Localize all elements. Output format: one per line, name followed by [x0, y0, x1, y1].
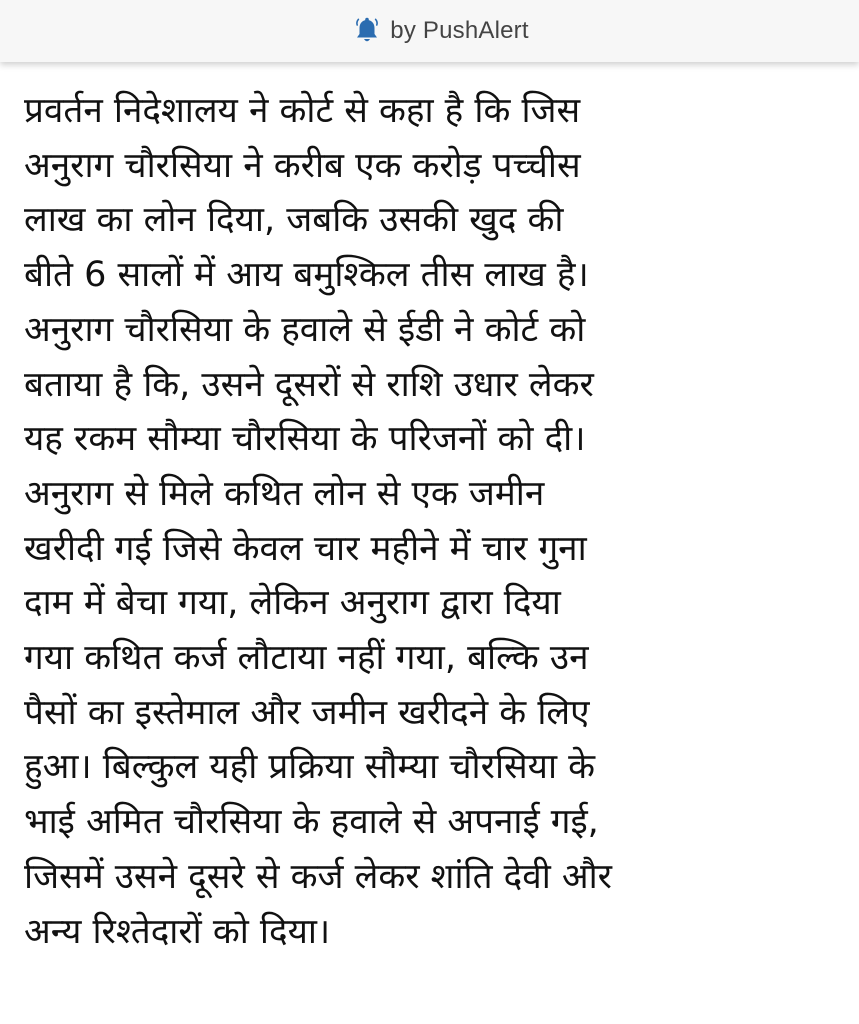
article-body	[24, 84, 842, 1020]
article-line: गया कथित कर्ज लौटाया नहीं गया, बल्कि उन	[24, 638, 589, 679]
article-line: अनुराग से मिले कथित लोन से एक जमीन	[24, 473, 545, 514]
article-line: भाई अमित चौरसिया के हवाले से अपनाई गई,	[24, 802, 599, 843]
article-line: अनुराग चौरसिया ने करीब एक करोड़ पच्चीस	[24, 145, 581, 186]
pushalert-branding[interactable]	[354, 17, 528, 45]
article-line: दाम में बेचा गया, लेकिन अनुराग द्वारा दिया	[24, 583, 561, 624]
article-line: प्रवर्तन निदेशालय ने कोर्ट से कहा है कि जिस	[24, 91, 581, 131]
article-line: पैसों का इस्तेमाल और जमीन खरीदने के लिए	[24, 692, 590, 733]
brand-text: by PushAlert	[390, 17, 529, 44]
article-line: बताया है कि, उसने दूसरों से राशि उधार लेकर	[24, 364, 594, 405]
article-line: अन्य रिश्तेदारों को दिया।	[24, 911, 331, 952]
pushalert-header	[0, 0, 859, 62]
article-line: बीते 6 सालों में आय बमुश्किल तीस लाख है।	[24, 255, 589, 296]
article-line: लाख का लोन दिया, जबकि उसकी खुद की	[24, 200, 564, 241]
bell-icon	[354, 17, 380, 45]
article-line: अनुराग चौरसिया के हवाले से ईडी ने कोर्ट को	[24, 309, 586, 350]
article-line: यह रकम सौम्या चौरसिया के परिजनों को दी।	[24, 419, 586, 460]
article-line: हुआ। बिल्कुल यही प्रक्रिया सौम्या चौरसिया के	[24, 747, 596, 788]
article-line: जिसमें उसने दूसरे से कर्ज लेकर शांति देवी और	[24, 856, 613, 897]
article-line: खरीदी गई जिसे केवल चार महीने में चार गुना	[24, 528, 587, 569]
